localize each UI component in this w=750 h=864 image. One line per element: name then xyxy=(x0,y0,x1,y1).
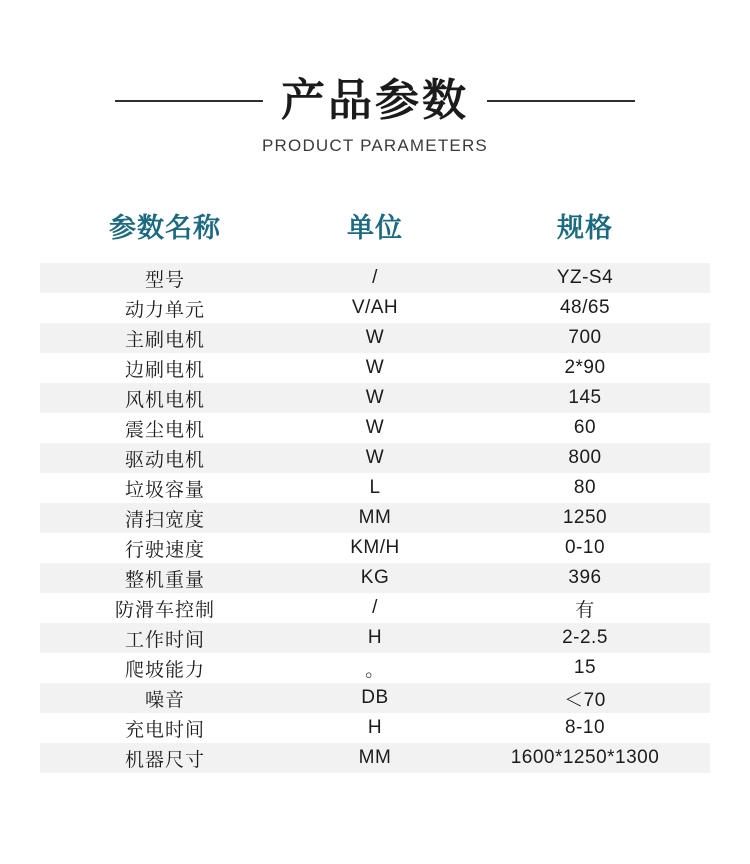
cell-name: 噪音 xyxy=(40,683,290,713)
parameters-table xyxy=(40,200,710,773)
cell-name: 震尘电机 xyxy=(40,413,290,443)
cell-unit: DB xyxy=(290,683,460,713)
table-row xyxy=(40,353,710,383)
table-row xyxy=(40,413,710,443)
column-header-spec: 规格 xyxy=(557,213,613,244)
cell-unit: / xyxy=(290,593,460,623)
cell-spec: 0-10 xyxy=(460,533,710,563)
table-row xyxy=(40,533,710,563)
cell-name: 清扫宽度 xyxy=(40,503,290,533)
table-row xyxy=(40,683,710,713)
cell-unit: KM/H xyxy=(290,533,460,563)
table-header xyxy=(40,200,710,263)
cell-spec: 60 xyxy=(460,413,710,443)
cell-spec: 8-10 xyxy=(460,713,710,743)
cell-unit: L xyxy=(290,473,460,503)
cell-spec: 80 xyxy=(460,473,710,503)
cell-spec: 396 xyxy=(460,563,710,593)
cell-name: 主刷电机 xyxy=(40,323,290,353)
cell-name: 动力单元 xyxy=(40,293,290,323)
cell-unit: W xyxy=(290,413,460,443)
table-row xyxy=(40,263,710,293)
cell-unit: V/AH xyxy=(290,293,460,323)
page-header xyxy=(0,0,750,156)
table-row xyxy=(40,503,710,533)
table-row xyxy=(40,563,710,593)
cell-unit: W xyxy=(290,323,460,353)
cell-name: 爬坡能力 xyxy=(40,653,290,683)
cell-spec: 1600*1250*1300 xyxy=(460,743,710,773)
cell-spec: 145 xyxy=(460,383,710,413)
cell-spec: YZ-S4 xyxy=(460,263,710,293)
table-header-row xyxy=(40,200,710,263)
title-row xyxy=(0,78,750,124)
table-row xyxy=(40,383,710,413)
cell-spec: 2-2.5 xyxy=(460,623,710,653)
table-row xyxy=(40,743,710,773)
cell-unit: H xyxy=(290,623,460,653)
cell-name: 行驶速度 xyxy=(40,533,290,563)
cell-name: 驱动电机 xyxy=(40,443,290,473)
cell-unit: 。 xyxy=(290,653,460,683)
table-row xyxy=(40,623,710,653)
column-header-name: 参数名称 xyxy=(109,213,221,244)
page-subtitle: PRODUCT PARAMETERS xyxy=(262,136,488,156)
cell-name: 整机重量 xyxy=(40,563,290,593)
table-row xyxy=(40,443,710,473)
cell-unit: W xyxy=(290,383,460,413)
cell-name: 风机电机 xyxy=(40,383,290,413)
cell-unit: W xyxy=(290,353,460,383)
cell-unit: KG xyxy=(290,563,460,593)
cell-spec: 2*90 xyxy=(460,353,710,383)
cell-spec: 15 xyxy=(460,653,710,683)
cell-spec: 有 xyxy=(460,593,710,623)
table-row xyxy=(40,593,710,623)
title-rule-left xyxy=(115,100,263,102)
cell-spec: 800 xyxy=(460,443,710,473)
cell-spec: 700 xyxy=(460,323,710,353)
table-row xyxy=(40,323,710,353)
cell-unit: / xyxy=(290,263,460,293)
table-row xyxy=(40,653,710,683)
cell-unit: MM xyxy=(290,743,460,773)
cell-name: 边刷电机 xyxy=(40,353,290,383)
cell-name: 防滑车控制 xyxy=(40,593,290,623)
cell-name: 工作时间 xyxy=(40,623,290,653)
page-title: 产品参数 xyxy=(281,76,469,125)
cell-unit: MM xyxy=(290,503,460,533)
cell-name: 型号 xyxy=(40,263,290,293)
parameters-table-wrap xyxy=(40,200,710,773)
cell-spec: ＜70 xyxy=(460,683,710,713)
table-row xyxy=(40,293,710,323)
title-rule-right xyxy=(487,100,635,102)
cell-spec: 1250 xyxy=(460,503,710,533)
cell-unit: W xyxy=(290,443,460,473)
cell-name: 机器尺寸 xyxy=(40,743,290,773)
table-body xyxy=(40,263,710,773)
cell-name: 充电时间 xyxy=(40,713,290,743)
cell-unit: H xyxy=(290,713,460,743)
table-row xyxy=(40,713,710,743)
column-header-unit: 单位 xyxy=(347,213,403,244)
cell-name: 垃圾容量 xyxy=(40,473,290,503)
cell-spec: 48/65 xyxy=(460,293,710,323)
table-row xyxy=(40,473,710,503)
